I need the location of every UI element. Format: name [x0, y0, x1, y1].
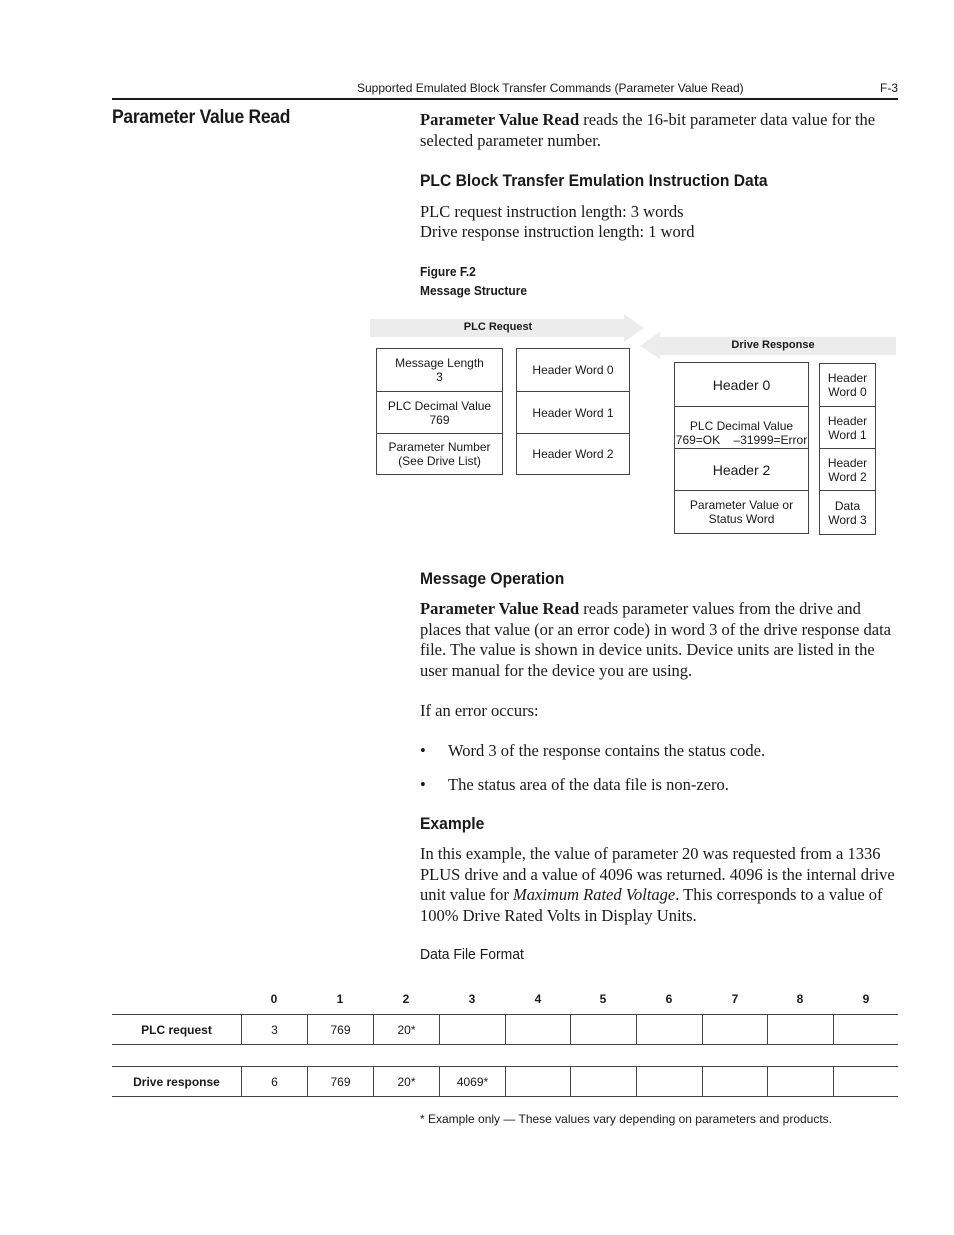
column-header-9: 9: [862, 992, 870, 1006]
error-intro: If an error occurs:: [420, 701, 539, 720]
table-cell: [570, 1015, 636, 1044]
response-header-word-1: Header Word 1: [820, 406, 875, 448]
drive-response-label: Drive Response: [731, 339, 815, 351]
column-header-4: 4: [534, 992, 542, 1006]
example-paragraph: [420, 844, 898, 926]
table-cell: [833, 1015, 898, 1044]
table-row: [112, 1066, 898, 1097]
error-bullet-list: [420, 741, 898, 808]
table-cell: 769: [307, 1067, 373, 1096]
table-cell: 6: [241, 1067, 307, 1096]
drive-response-word-stack: [819, 363, 876, 535]
intro-bold: Parameter Value Read: [420, 110, 580, 129]
table-cell: [702, 1015, 767, 1044]
plc-decimal-value-cell: PLC Decimal Value 769: [377, 391, 502, 433]
response-header-word-2: Header Word 2: [820, 448, 875, 490]
request-length-line: PLC request instruction length: 3 words: [420, 202, 684, 221]
table-cell: 3: [241, 1015, 307, 1044]
running-head: Supported Emulated Block Transfer Commands (Parameter Value Read): [357, 81, 744, 95]
page-number: F-3: [880, 81, 898, 95]
parameter-number-cell: Parameter Number (See Drive List): [377, 433, 502, 474]
message-operation-bold: Parameter Value Read: [420, 599, 580, 618]
example-italic: Maximum Rated Voltage: [513, 885, 676, 904]
column-header-1: 1: [336, 992, 344, 1006]
table-cell: [439, 1015, 505, 1044]
row-label-drive-response: Drive response: [133, 1074, 220, 1089]
request-header-word-1: Header Word 1: [517, 391, 629, 433]
column-header-3: 3: [468, 992, 476, 1006]
list-item: • Word 3 of the response contains the status code.: [420, 741, 898, 762]
plc-request-stack: [376, 348, 503, 475]
data-file-format-label: Data File Format: [420, 946, 524, 963]
message-operation-rest: reads parameter values from the drive and places that value (or an error code) in word 3 of the drive response data file. The value is shown in device units. Device units are listed in the user manual for the device you are using.: [420, 599, 891, 680]
response-data-word-3: Data Word 3: [820, 490, 875, 534]
response-length-line: Drive response instruction length: 1 word: [420, 222, 695, 241]
column-header-0: 0: [270, 992, 278, 1006]
request-header-word-0: Header Word 0: [532, 363, 614, 377]
response-header-word-0: Header Word 0: [827, 371, 868, 399]
table-cell: [570, 1067, 636, 1096]
table-cell: 20*: [373, 1015, 439, 1044]
section-title: Parameter Value Read: [112, 107, 291, 128]
table-cell: 769: [307, 1015, 373, 1044]
table-cell: [636, 1015, 702, 1044]
figure-number: Figure F.2: [420, 264, 476, 279]
response-header-2-cell: Header 2: [675, 448, 808, 490]
response-header-0-cell: Header 0: [712, 376, 771, 393]
table-cell: 4069*: [439, 1067, 505, 1096]
table-cell: [702, 1067, 767, 1096]
table-footnote: * Example only — These values vary depending on parameters and products.: [420, 1112, 833, 1126]
column-header-6: 6: [665, 992, 673, 1006]
intro-rest: reads the 16-bit parameter data value for the selected parameter number.: [420, 110, 876, 150]
figure-title: Message Structure: [420, 283, 528, 298]
plc-request-label: PLC Request: [463, 321, 533, 333]
column-header-7: 7: [731, 992, 739, 1006]
table-cell: [505, 1015, 570, 1044]
table-cell: [505, 1067, 570, 1096]
response-decimal-value-cell: PLC Decimal Value 769=OK –31999=Error: [675, 406, 808, 448]
example-text-1: In this example, the value of parameter 20 was requested from a 1336 PLUS drive and a value of 4096 was returned. 4096 is the internal drive unit value for: [420, 844, 895, 904]
message-operation-heading: Message Operation: [420, 569, 565, 588]
example-heading: Example: [420, 814, 485, 833]
drive-response-stack: [674, 362, 809, 534]
intro-paragraph: [420, 110, 898, 151]
header-rule: [112, 98, 898, 100]
instruction-data-heading: PLC Block Transfer Emulation Instruction Data: [420, 171, 768, 190]
table-cell: [636, 1067, 702, 1096]
table-cell: 20*: [373, 1067, 439, 1096]
table-cell: [833, 1067, 898, 1096]
message-operation-paragraph: [420, 599, 898, 681]
column-header-5: 5: [599, 992, 607, 1006]
plc-request-header-stack: [516, 348, 630, 475]
parameter-value-status-cell: Parameter Value or Status Word: [675, 490, 808, 533]
table-row: [112, 1014, 898, 1045]
column-header-8: 8: [796, 992, 804, 1006]
table-cell: [767, 1067, 833, 1096]
table-cell: [767, 1015, 833, 1044]
request-header-word-2: Header Word 2: [517, 433, 629, 474]
row-label-plc-request: PLC request: [141, 1022, 212, 1037]
list-item: • The status area of the data file is non-zero.: [420, 775, 898, 796]
message-length-cell: Message Length 3: [395, 356, 484, 384]
column-header-2: 2: [402, 992, 410, 1006]
example-text-2: . This corresponds to a value of 100% Drive Rated Volts in Display Units.: [420, 885, 883, 925]
